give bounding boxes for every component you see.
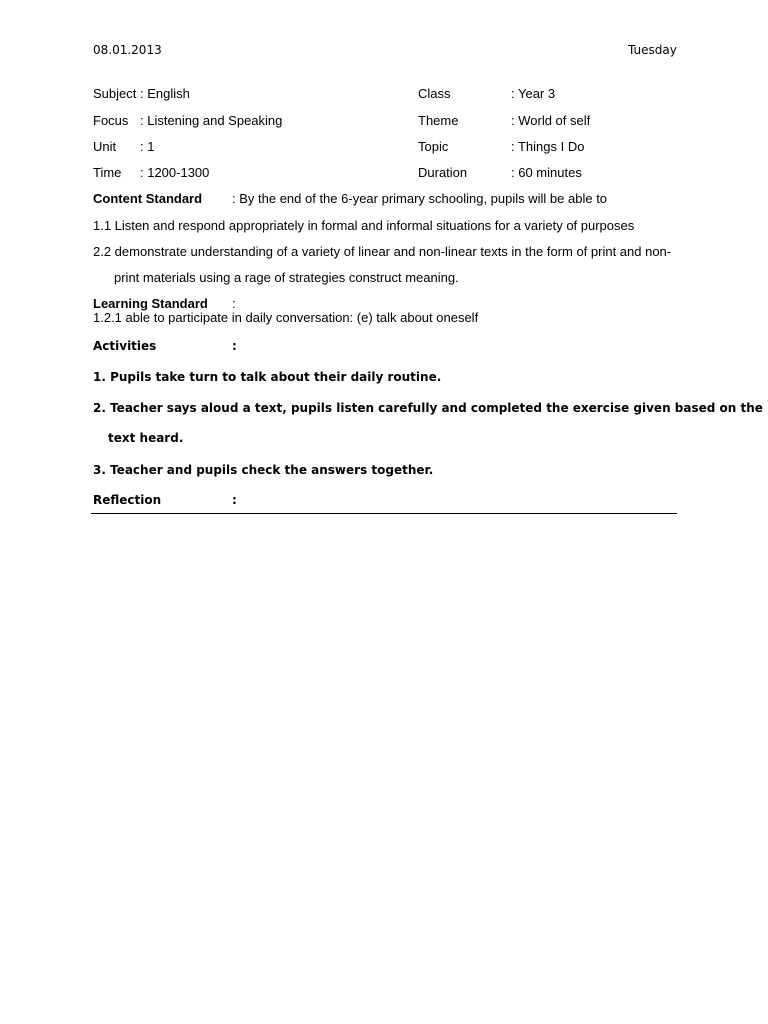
duration-label: Duration [418, 165, 468, 180]
learning-standard-item: 1.2.1 able to participate in daily conversation: (e) talk about oneself [93, 310, 479, 325]
subject-value: : English [140, 86, 190, 101]
content-standard-item-2-line-1: 2.2 demonstrate understanding of a variety of linear and non-linear texts in the form of print and non- [93, 244, 672, 259]
reflection-label: Reflection [93, 493, 162, 507]
learning-standard-colon: : [232, 296, 236, 311]
lesson-date: 08.01.2013 [93, 43, 162, 57]
content-standard-label: Content Standard [93, 191, 203, 206]
reflection-colon: : [232, 493, 237, 507]
subject-label: Subject : English [93, 86, 190, 101]
duration-value: : 60 minutes [511, 165, 582, 180]
content-standard-item-1: 1.1 Listen and respond appropriately in formal and informal situations for a variety of purposes [93, 218, 635, 233]
time-label: Time [93, 165, 122, 180]
lesson-day: Tuesday [628, 43, 677, 57]
topic-value: : Things I Do [511, 139, 585, 154]
learning-standard-label: Learning Standard [93, 296, 208, 311]
activity-item-3: 3. Teacher and pupils check the answers together. [93, 463, 434, 477]
topic-label: Topic [418, 139, 449, 154]
activities-colon: : [232, 339, 237, 353]
class-label: Class [418, 86, 451, 101]
activities-label: Activities [93, 339, 157, 353]
focus-value: : Listening and Speaking [140, 113, 283, 128]
reflection-underline [91, 513, 677, 514]
theme-value: : World of self [511, 113, 591, 128]
content-standard-item-2-line-2: print materials using a rage of strategies construct meaning. [114, 270, 459, 285]
unit-value: : 1 [140, 139, 155, 154]
unit-label: Unit [93, 139, 117, 154]
activity-item-1: 1. Pupils take turn to talk about their daily routine. [93, 370, 442, 384]
time-value: : 1200-1300 [140, 165, 210, 180]
activity-item-2-line-2: text heard. [108, 431, 184, 445]
content-standard-intro: : By the end of the 6-year primary schooling, pupils will be able to [232, 191, 608, 206]
activity-item-2-line-1: 2. Teacher says aloud a text, pupils listen carefully and completed the exercise given based on the [93, 401, 763, 415]
class-value: : Year 3 [511, 86, 556, 101]
focus-label: Focus [93, 113, 129, 128]
theme-label: Theme [418, 113, 459, 128]
